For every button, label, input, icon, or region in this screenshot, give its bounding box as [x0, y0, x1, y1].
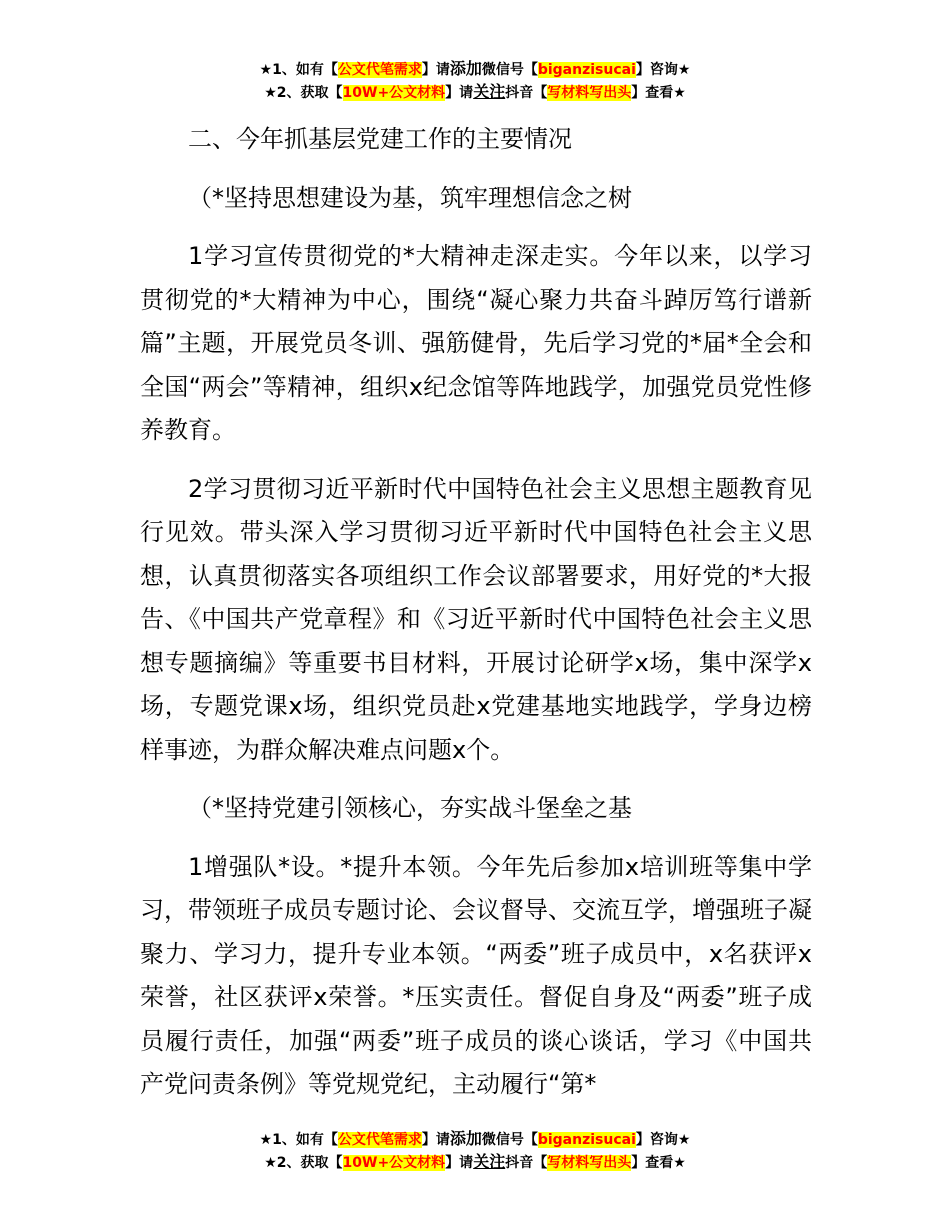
- banner-line-1: [0, 58, 950, 81]
- footer-line-2-highlight-douyin: 写材料写出头: [547, 1155, 632, 1171]
- banner-line-1-highlight-wechat: biganzisucai: [537, 62, 636, 78]
- banner-line-2-mid: 】请: [445, 85, 474, 101]
- footer-line-1-mid2: 微信号【: [481, 1132, 538, 1148]
- banner-line-2-prefix: ★2、获取【: [264, 85, 343, 101]
- document-body: [140, 118, 812, 1107]
- banner-line-2-emphasis: 关注: [473, 82, 506, 101]
- banner-line-1-highlight-service: 公文代笔需求: [337, 62, 422, 78]
- footer-line-2-prefix: ★2、获取【: [264, 1155, 343, 1171]
- footer-line-1-highlight-service: 公文代笔需求: [337, 1132, 422, 1148]
- banner-line-1-prefix: ★1、如有【: [259, 62, 338, 78]
- paragraph-3: 1增强队*设。*提升本领。今年先后参加x培训班等集中学习，带领班子成员专题讨论、会议督导、交流互学，增强班子凝聚力、学习力，提升专业本领。“两委”班子成员中，x名获评x荣誉，社区获评x荣誉。*压实责任。督促自身及“两委”班子成员履行责任，加强“两委”班子成员的谈心谈话，学习《中国共产党问责条例》等党规党纪，主动履行“第*: [140, 852, 812, 1098]
- footer-line-2-mid2: 抖音【: [505, 1155, 548, 1171]
- footer-line-2: [0, 1151, 950, 1174]
- footer-banner: [0, 1128, 950, 1174]
- header-banner: [0, 58, 950, 104]
- footer-line-2-highlight-materials: 10W+公文材料: [342, 1155, 446, 1171]
- banner-line-2-mid2: 抖音【: [505, 85, 548, 101]
- paragraph-2: 2学习贯彻习近平新时代中国特色社会主义思想主题教育见行见效。带头深入学习贯彻习近平新时代中国特色社会主义思想，认真贯彻落实各项组织工作会议部署要求，用好党的*大报告、《中国共产党章程》和《习近平新时代中国特色社会主义思想专题摘编》等重要书目材料，开展讨论研学x场，集中深学x场，专题党课x场，组织党员赴x党建基地实地践学，学身边榜样事迹，为群众解决难点问题x个。: [140, 474, 812, 764]
- banner-line-2-suffix: 】查看★: [631, 85, 686, 101]
- banner-line-1-suffix: 】咨询★: [635, 62, 691, 78]
- banner-line-2: [0, 81, 950, 104]
- footer-line-2-suffix: 】查看★: [631, 1155, 686, 1171]
- paragraph-1: 1学习宣传贯彻党的*大精神走深走实。今年以来，以学习贯彻党的*大精神为中心，围绕“凝心聚力共奋斗踔厉笃行谱新篇”主题，开展党员冬训、强筋健骨，先后学习党的*届*全会和全国“两会”等精神，组织x纪念馆等阵地践学，加强党员党性修养教育。: [140, 242, 812, 444]
- footer-line-1-emphasis: 添加: [449, 1129, 482, 1148]
- footer-line-1-highlight-wechat: biganzisucai: [537, 1132, 636, 1148]
- footer-line-1-prefix: ★1、如有【: [259, 1132, 338, 1148]
- footer-line-2-emphasis: 关注: [473, 1152, 506, 1171]
- banner-line-1-mid2: 微信号【: [481, 62, 538, 78]
- banner-line-1-mid: 】请: [421, 62, 450, 78]
- banner-line-2-highlight-douyin: 写材料写出头: [547, 85, 632, 101]
- section-heading: 二、今年抓基层党建工作的主要情况: [188, 125, 572, 153]
- banner-line-2-highlight-materials: 10W+公文材料: [342, 85, 446, 101]
- footer-line-1: [0, 1128, 950, 1151]
- banner-line-1-emphasis: 添加: [449, 59, 482, 78]
- footer-line-1-mid: 】请: [421, 1132, 450, 1148]
- subsection-heading-2: （*坚持党建引领核心，夯实战斗堡垒之基: [188, 794, 632, 822]
- subsection-heading-1: （*坚持思想建设为基，筑牢理想信念之树: [188, 183, 632, 212]
- footer-line-2-mid: 】请: [445, 1155, 474, 1171]
- footer-line-1-suffix: 】咨询★: [635, 1132, 691, 1148]
